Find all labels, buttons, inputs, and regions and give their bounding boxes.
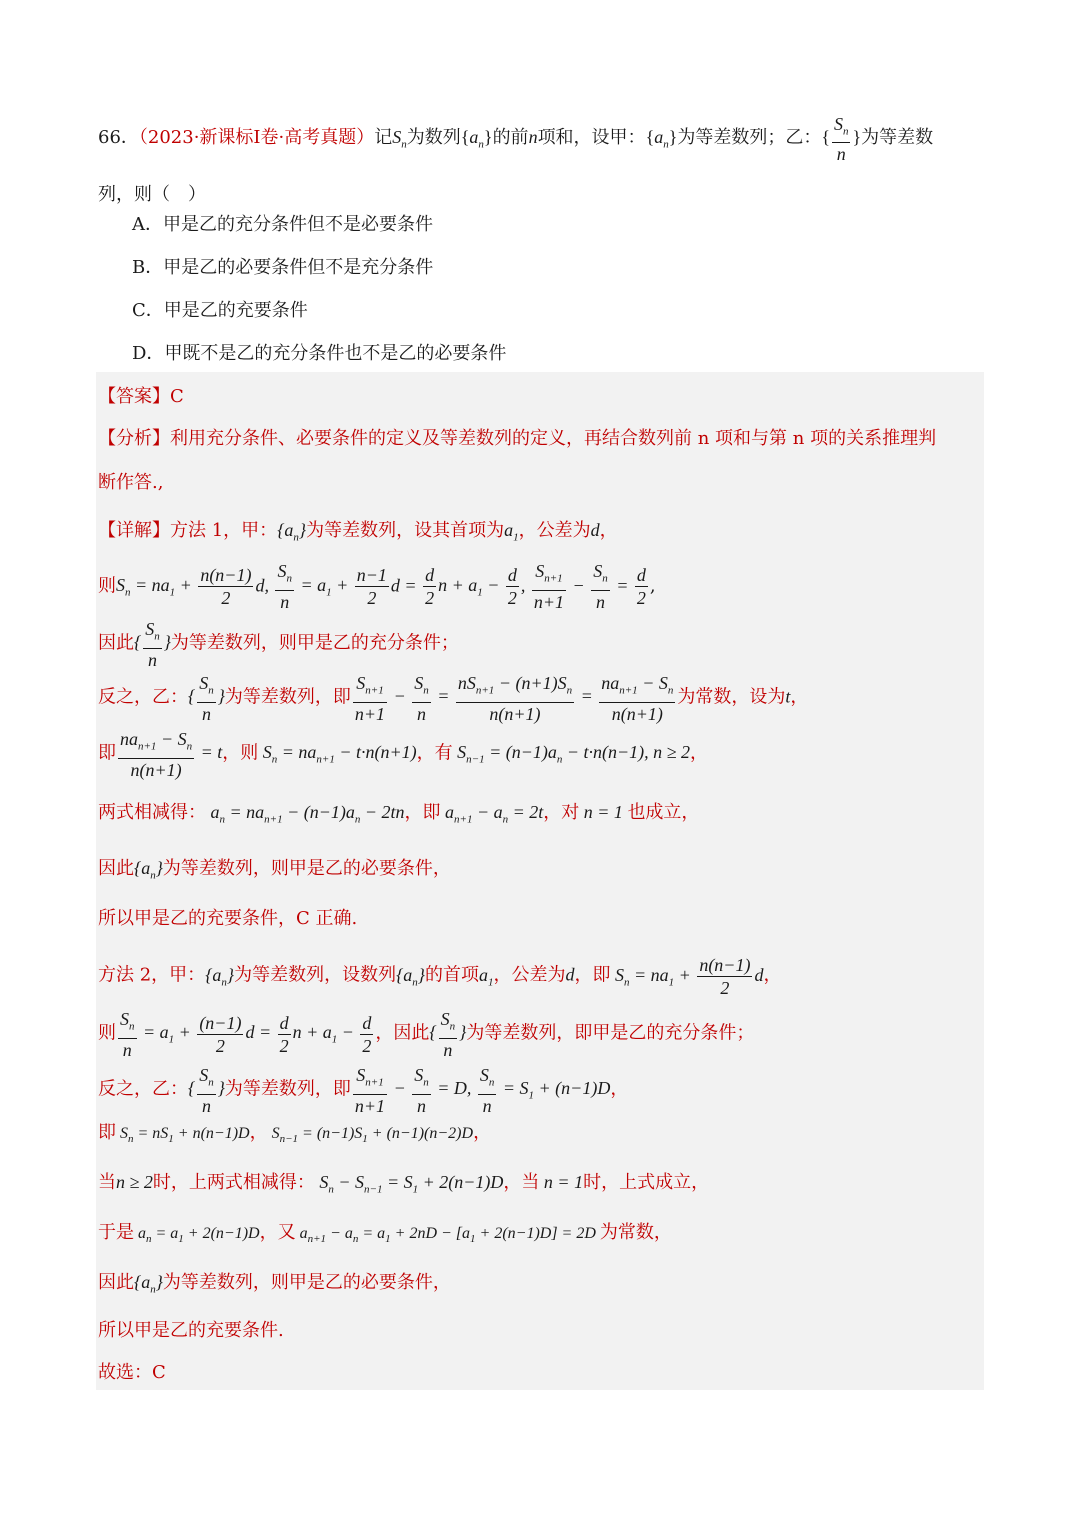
detail-line-4: 反之，乙：{ $\frac{S_n}{n}$ }为等差数列，即 $\frac{S_{n+1}}{n+1}$ − $\frac{S_n}{n}$ = $\frac{nS_{n+1} - (n+1)S_n}{n(n+1)}$ = $\frac{na_{n+1} - S_n}{n(n+1)}$ 为常数，设为t， [98,673,809,724]
method2-line-8: 所以甲是乙的充要条件. [98,1320,284,1341]
option-d: D．甲既不是乙的充分条件也不是乙的必要条件 [132,343,507,364]
method2-line-2: 则 $\frac{S_n}{n}$ = $a_1$ + $\frac{(n-1)}{2}$ d = $\frac{d}{2}$ $n + a_1$ − $\frac{d}{2}$ ，因此{ $\frac{S_n}{n}$ }为等差数列，即甲是乙的充分条件； [98,1009,755,1060]
option-a: A．甲是乙的充分条件但不是必要条件 [132,214,433,235]
stem-text: 的前 [492,127,529,148]
question-block [98,112,988,220]
method2-line-4: 即 $S_n = nS_1 + n(n-1)D$， $S_{n-1} = (n-1)S_1 + (n-1)(n-2)D$， [98,1122,492,1146]
final-choice: 故选：C [98,1362,166,1383]
stem-text: 为数列 [406,127,461,148]
detail-line-3: 因此{ $\frac{S_n}{n}$ }为等差数列，则甲是乙的充分条件； [98,619,459,670]
analysis-line: 【分析】利用充分条件、必要条件的定义及等差数列的定义，再结合数列前 n 项和与第 n 项的关系推理判 [98,428,937,449]
question-number: 66． [98,127,139,148]
question-line-2: 列，则（ ） [98,183,206,205]
stem-text: 为等差数列；乙： [677,127,822,148]
method2-line-1: 方法 2，甲：$\{a_n\}$为等差数列，设数列$\{a_n\}$的首项$a_1$，公差为d，即 $S_n = na_1$ + $\frac{n(n-1)}{2}$ d， [98,955,782,998]
stem-text: 记 [374,127,393,148]
method2-line-5: 当n ≥ 2时，上两式相减得： $S_n - S_{n-1} = S_1 + 2(n-1)D$，当 n = 1时，上式成立， [98,1172,710,1196]
option-c: C．甲是乙的充要条件 [132,300,308,321]
an-sequence: $\{a_n\}$ [460,127,493,151]
detail-line-7: 因此$\{a_n\}$为等差数列，则甲是乙的必要条件， [98,858,451,882]
method2-line-6: 于是 $a_n = a_1 + 2(n-1)D$，又 $a_{n+1} - a_n = a_1 + 2nD - [a_1 + 2(n-1)D] = 2D$ 为常数， [98,1222,672,1246]
detail-line-5: 即 $\frac{na_{n+1} - S_n}{n(n+1)}$ = t，则 $S_n = na_{n+1} - t\cdot n(n+1)$，有 $S_{n-1} = (n-1)a_n - t\cdot n(n-1)$, n ≥ 2， [98,729,709,780]
solution-block [96,372,984,1390]
detail-line-8: 所以甲是乙的充要条件，C 正确. [98,908,358,929]
sn-symbol: $S_n$ [392,127,407,151]
question-source: （2023·新课标I卷·高考真题） [138,127,375,148]
sn-over-n: { $\frac{S_n}{n}$ } [821,113,862,165]
detail-line-1: 【详解】方法 1，甲：$\{a_n\}$为等差数列，设其首项为$a_1$，公差为d， [98,520,618,544]
detail-line-6: 两式相减得： $a_n = na_{n+1} - (n-1)a_n - 2tn$，即 $a_{n+1} - a_n = 2t$，对 n = 1 也成立， [98,802,700,826]
answer-line: 【答案】C [98,386,184,407]
question-line-1 [98,112,988,170]
stem-text: 项和，设甲： [537,127,646,148]
method2-line-7: 因此$\{a_n\}$为等差数列，则甲是乙的必要条件， [98,1272,451,1296]
analysis-line-2: 断作答., [98,472,164,493]
an-sequence: $\{a_n\}$ [645,127,678,151]
option-b: B．甲是乙的必要条件但不是充分条件 [132,257,434,278]
stem-text: 为等差数 [861,127,934,148]
n-symbol: n [528,127,538,147]
method2-line-3: 反之，乙：{ $\frac{S_n}{n}$ }为等差数列，即 $\frac{S_{n+1}}{n+1}$ − $\frac{S_n}{n}$ = D, $\frac{S_n}{n}$ = $S_1 + (n-1)D$， [98,1065,629,1116]
detail-formula-1: 则$S_n = na_1$ + $\frac{n(n-1)}{2}$ d, $\frac{S_n}{n}$ = $a_1$ + $\frac{n-1}{2}$ d = $\frac{d}{2}$ $n + a_1$ − $\frac{d}{2}$ , $\frac{S_{n+1}}{n+1}$ − $\frac{S_n}{n}$ = $\frac{d}{2}$ , [98,561,656,612]
